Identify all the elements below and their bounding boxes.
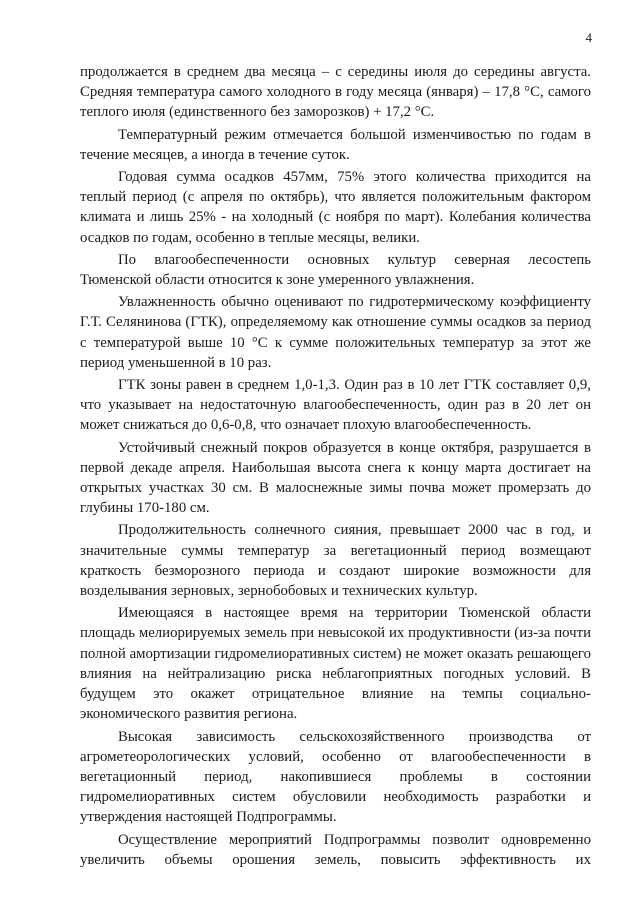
paragraph-implementation: Осуществление мероприятий Подпрограммы позволит одновременно увеличить объемы орошения земель, повысить эффективность их	[80, 831, 591, 868]
paragraph-precipitation: Годовая сумма осадков 457мм, 75% этого количества приходится на теплый период (с апреля по октябрь), что является положительным фактором климата и лишь 25% - на холодный (с ноября по март). Колебания количества осадков по годам, особенно в теплые месяцы, велики.	[80, 169, 591, 246]
paragraph-htc-values: ГТК зоны равен в среднем 1,0-1,3. Один раз в 10 лет ГТК составляет 0,9, что указывает на недостаточную влагообеспеченность, один раз в 20 лет он может снижаться до 0,6-0,8, что означает плохую влагообеспеченность.	[80, 377, 591, 434]
paragraph-temperature-regime: Температурный режим отмечается большой изменчивостью по годам в течение месяцев, а иногда в течение суток.	[80, 126, 591, 163]
paragraph-climate-duration: продолжается в среднем два месяца – с середины июля до середины августа. Средняя температура самого холодного в году месяца (января) – 17,8 °С, самого теплого июля (единственного без заморозков) + 17,2 °С.	[80, 64, 591, 121]
document-body	[80, 62, 591, 872]
paragraph-htc-definition: Увлажненность обычно оценивают по гидротермическому коэффициенту Г.Т. Селянинова (ГТК), определяемому как отношение суммы осадков за период с температурой выше 10 °С к сумме положительных температур за этот же период уменьшенной в 10 раз.	[80, 294, 591, 371]
page-number: 4	[585, 30, 592, 45]
paragraph-moisture-zone: По влагообеспеченности основных культур северная лесостепь Тюменской области относится к зоне умеренного увлажнения.	[80, 251, 591, 289]
paragraph-snow-cover: Устойчивый снежный покров образуется в конце октября, разрушается в первой декаде апреля. Наибольшая высота снега к концу марта достигает на открытых участках 30 см. В малоснежные зимы почва может промерзать до глубины 170-180 см.	[80, 439, 591, 517]
paragraph-dependence: Высокая зависимость сельскохозяйственного производства от агрометеорологических условий, особенно от влагообеспеченности в вегетационный период, накопившиеся проблемы в состоянии гидромелиоративных систем обусловили необходимость разработки и утверждения настоящей Подпрограммы.	[80, 728, 591, 826]
paragraph-reclaimed-land: Имеющаяся в настоящее время на территории Тюменской области площадь мелиорируемых земель при невысокой их продуктивности (из-за почти полной амортизации гидромелиоративных систем) не может оказать решающего влияния на нейтрализацию риска неблагоприятных погодных условий. В будущем это окажет отрицательное влияние на темпы социально-экономического развития региона.	[80, 605, 591, 723]
paragraph-sunshine: Продолжительность солнечного сияния, превышает 2000 час в год, и значительные суммы температур за вегетационный период возмещают краткость безморозного периода и создают широкие возможности для возделывания зерновых, зернобобовых и технических культур.	[80, 522, 591, 600]
